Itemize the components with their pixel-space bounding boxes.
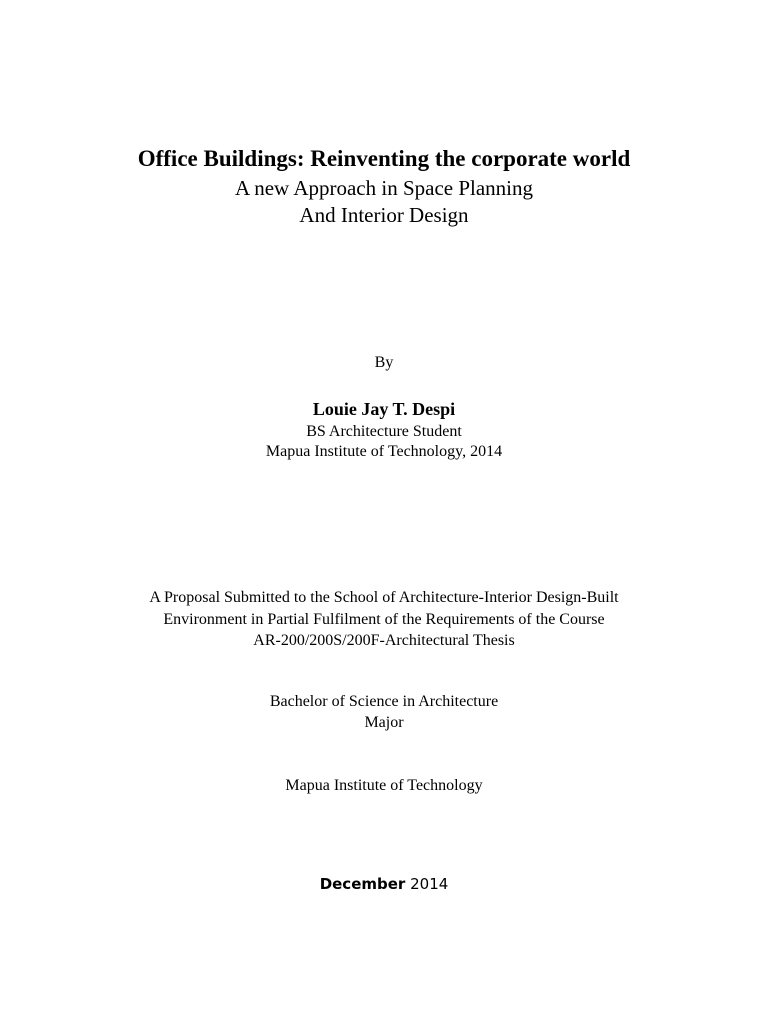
- by-label: By: [374, 354, 394, 371]
- author-name: Louie Jay T. Despi: [312, 399, 456, 419]
- document-subtitle-line-2: And Interior Design: [299, 203, 469, 227]
- institution-name: Mapua Institute of Technology: [285, 777, 483, 794]
- document-subtitle-line-1: A new Approach in Space Planning: [234, 176, 534, 200]
- date-month: December: [319, 875, 406, 893]
- degree-line-1: Bachelor of Science in Architecture: [269, 693, 499, 710]
- document-title: Office Buildings: Reinventing the corporate world: [137, 146, 631, 171]
- date-year: 2014: [410, 875, 449, 893]
- proposal-line-3: AR-200/200S/200F-Architectural Thesis: [253, 632, 515, 649]
- proposal-line-2: Environment in Partial Fulfilment of the Requirements of the Course: [163, 611, 605, 628]
- author-affiliation: Mapua Institute of Technology, 2014: [265, 443, 503, 460]
- author-role: BS Architecture Student: [306, 423, 462, 440]
- degree-line-2: Major: [364, 714, 404, 731]
- submission-date: [0, 877, 768, 892]
- proposal-line-1: A Proposal Submitted to the School of Architecture-Interior Design-Built: [149, 589, 619, 606]
